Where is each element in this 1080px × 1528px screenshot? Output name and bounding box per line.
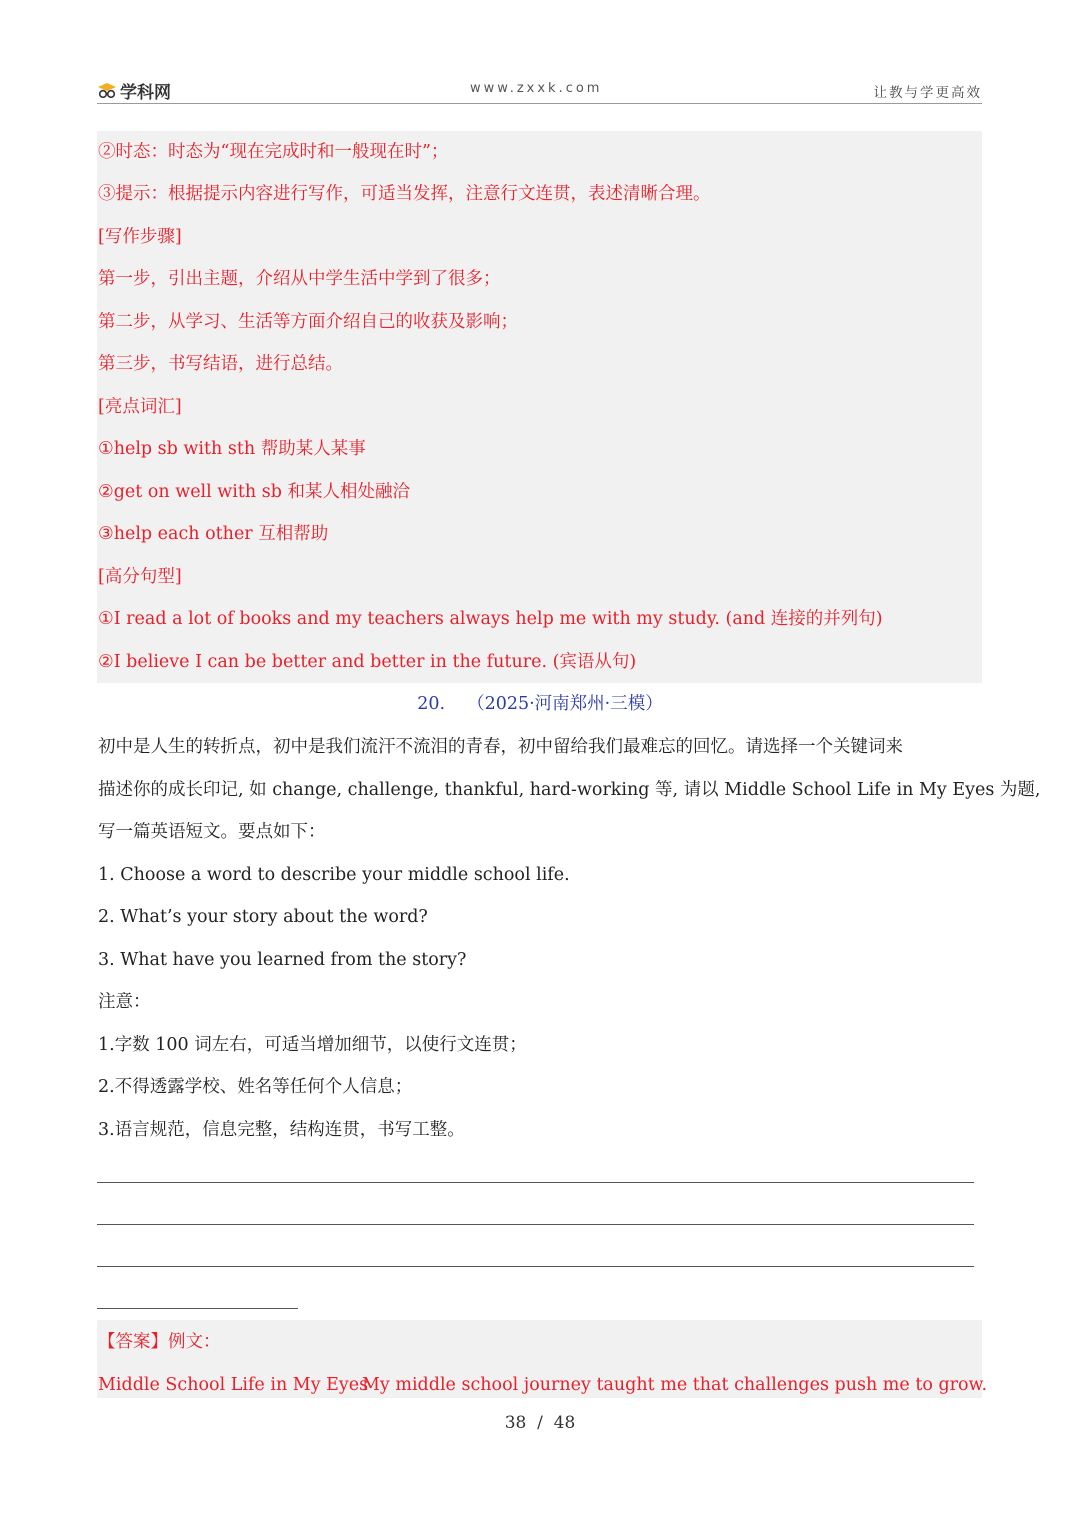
question-number: 20.: [417, 694, 446, 714]
answer-title: Middle School Life in My Eyes: [98, 1375, 369, 1395]
logo: [97, 78, 171, 103]
analysis-line: ①I read a lot of books and my teachers always help me with my study. (and 连接的并列句): [98, 609, 883, 629]
analysis-heading: [写作步骤]: [98, 227, 182, 247]
analysis-line: 第二步，从学习、生活等方面介绍自己的收获及影响；: [98, 312, 518, 332]
analysis-line: ③help each other 互相帮助: [98, 524, 329, 544]
graduation-cap-icon: [97, 81, 117, 101]
page-number: 38 / 48: [504, 1413, 576, 1433]
answer-label: 【答案】例文：: [98, 1332, 221, 1352]
question-point: 3. What have you learned from the story?: [98, 950, 467, 970]
logo-text: 学科网: [120, 83, 171, 103]
analysis-line: ②时态：时态为“现在完成时和一般现在时”；: [98, 142, 449, 162]
writing-line: [97, 1266, 974, 1267]
writing-line: [97, 1308, 298, 1309]
analysis-line: 第三步，书写结语，进行总结。: [98, 354, 343, 374]
analysis-line: 第一步，引出主题，介绍从中学生活中学到了很多；: [98, 269, 501, 289]
note-line: 1.字数 100 词左右，可适当增加细节，以使行文连贯；: [98, 1035, 527, 1055]
question-line: 初中是人生的转折点，初中是我们流汗不流泪的青春，初中留给我们最难忘的回忆。请选择一个关键词来: [98, 737, 903, 757]
question-point: 1. Choose a word to describe your middle school life.: [98, 865, 570, 885]
analysis-heading: [亮点词汇]: [98, 397, 182, 417]
question-line: 描述你的成长印记, 如 change, challenge, thankful, hard-working 等, 请以 Middle School Life in My Eyes 为题,: [98, 780, 1041, 800]
analysis-line: ③提示：根据提示内容进行写作，可适当发挥，注意行文连贯，表述清晰合理。: [98, 184, 711, 204]
note-line: 2.不得透露学校、姓名等任何个人信息；: [98, 1077, 413, 1097]
note-line: 3.语言规范，信息完整，结构连贯，书写工整。: [98, 1120, 465, 1140]
site-url: www.zxxk.com: [470, 81, 603, 96]
question-point: 2. What’s your story about the word?: [98, 907, 428, 927]
analysis-line: ①help sb with sth 帮助某人某事: [98, 439, 366, 459]
analysis-line: ②get on well with sb 和某人相处融洽: [98, 482, 410, 502]
answer-text: My middle school journey taught me that challenges push me to grow.: [362, 1375, 988, 1395]
analysis-line: ②I believe I can be better and better in the future. (宾语从句): [98, 652, 637, 672]
header-slogan: 让教与学更高效: [873, 85, 982, 101]
question-source: （2025·河南郑州·三模）: [467, 694, 663, 714]
analysis-box: [97, 131, 982, 683]
writing-line: [97, 1182, 974, 1183]
writing-line: [97, 1224, 974, 1225]
analysis-heading: [高分句型]: [98, 567, 182, 587]
question-line: 写一篇英语短文。要点如下：: [98, 822, 326, 842]
notes-heading: 注意：: [98, 992, 151, 1012]
page-header: [97, 76, 982, 104]
question-header: [0, 691, 1080, 717]
